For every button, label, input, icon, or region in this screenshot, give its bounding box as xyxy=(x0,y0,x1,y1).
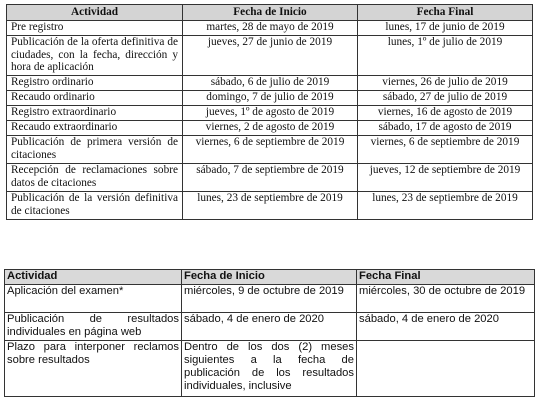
table-row xyxy=(5,341,535,397)
start-date-cell: Dentro de los dos (2) meses siguientes a la fecha de publicación de los resultados individuales, inclusive xyxy=(182,341,357,397)
table-row xyxy=(7,136,533,164)
start-date-cell: martes, 28 de mayo de 2019 xyxy=(183,21,358,36)
activity-cell: Publicación de primera versión de citaciones xyxy=(7,136,183,164)
header-fecha-inicio: Fecha de Inicio xyxy=(183,5,358,21)
end-date-cell: lunes, 17 de junio de 2019 xyxy=(358,21,533,36)
schedule-table-exam xyxy=(4,269,535,397)
header-fecha-inicio: Fecha de Inicio xyxy=(182,270,357,285)
end-date-cell: lunes, 1º de julio de 2019 xyxy=(358,36,533,76)
table-row xyxy=(7,91,533,106)
end-date-cell: viernes, 6 de septiembre de 2019 xyxy=(358,136,533,164)
end-date-cell: sábado, 27 de julio de 2019 xyxy=(358,91,533,106)
schedule-table-registration xyxy=(6,4,533,220)
activity-cell: Publicación de la versión definitiva de citaciones xyxy=(7,192,183,220)
table-header-row xyxy=(5,270,535,285)
start-date-cell: viernes, 6 de septiembre de 2019 xyxy=(183,136,358,164)
activity-cell: Publicación de resultados individuales en página web xyxy=(5,313,182,341)
start-date-cell: viernes, 2 de agosto de 2019 xyxy=(183,121,358,136)
end-date-cell: sábado, 17 de agosto de 2019 xyxy=(358,121,533,136)
table-row xyxy=(7,164,533,192)
end-date-cell xyxy=(357,341,535,397)
end-date-cell: viernes, 16 de agosto de 2019 xyxy=(358,106,533,121)
start-date-cell: lunes, 23 de septiembre de 2019 xyxy=(183,192,358,220)
table-row xyxy=(7,76,533,91)
start-date-cell: jueves, 1º de agosto de 2019 xyxy=(183,106,358,121)
start-date-cell: sábado, 7 de septiembre de 2019 xyxy=(183,164,358,192)
activity-cell: Recaudo ordinario xyxy=(7,91,183,106)
end-date-cell: viernes, 26 de julio de 2019 xyxy=(358,76,533,91)
table-row xyxy=(7,106,533,121)
table-row xyxy=(7,192,533,220)
end-date-cell: miércoles, 30 de octubre de 2019 xyxy=(357,285,535,313)
activity-cell: Plazo para interponer reclamos sobre resultados xyxy=(5,341,182,397)
end-date-cell: sábado, 4 de enero de 2020 xyxy=(357,313,535,341)
end-date-cell: lunes, 23 de septiembre de 2019 xyxy=(358,192,533,220)
start-date-cell: miércoles, 9 de octubre de 2019 xyxy=(182,285,357,313)
activity-cell: Pre registro xyxy=(7,21,183,36)
end-date-cell: jueves, 12 de septiembre de 2019 xyxy=(358,164,533,192)
table-row xyxy=(5,313,535,341)
header-actividad: Actividad xyxy=(7,5,183,21)
start-date-cell: jueves, 27 de junio de 2019 xyxy=(183,36,358,76)
start-date-cell: sábado, 6 de julio de 2019 xyxy=(183,76,358,91)
table-row xyxy=(7,36,533,76)
table-row xyxy=(5,285,535,313)
activity-cell: Registro extraordinario xyxy=(7,106,183,121)
table-header-row xyxy=(7,5,533,21)
table-row xyxy=(7,121,533,136)
start-date-cell: domingo, 7 de julio de 2019 xyxy=(183,91,358,106)
header-fecha-final: Fecha Final xyxy=(358,5,533,21)
activity-cell: Recaudo extraordinario xyxy=(7,121,183,136)
start-date-cell: sábado, 4 de enero de 2020 xyxy=(182,313,357,341)
activity-cell: Registro ordinario xyxy=(7,76,183,91)
activity-cell: Aplicación del examen* xyxy=(5,285,182,313)
table-row xyxy=(7,21,533,36)
activity-cell: Recepción de reclamaciones sobre datos de citaciones xyxy=(7,164,183,192)
activity-cell: Publicación de la oferta definitiva de ciudades, con la fecha, dirección y hora de aplicación xyxy=(7,36,183,76)
header-actividad: Actividad xyxy=(5,270,182,285)
header-fecha-final: Fecha Final xyxy=(357,270,535,285)
